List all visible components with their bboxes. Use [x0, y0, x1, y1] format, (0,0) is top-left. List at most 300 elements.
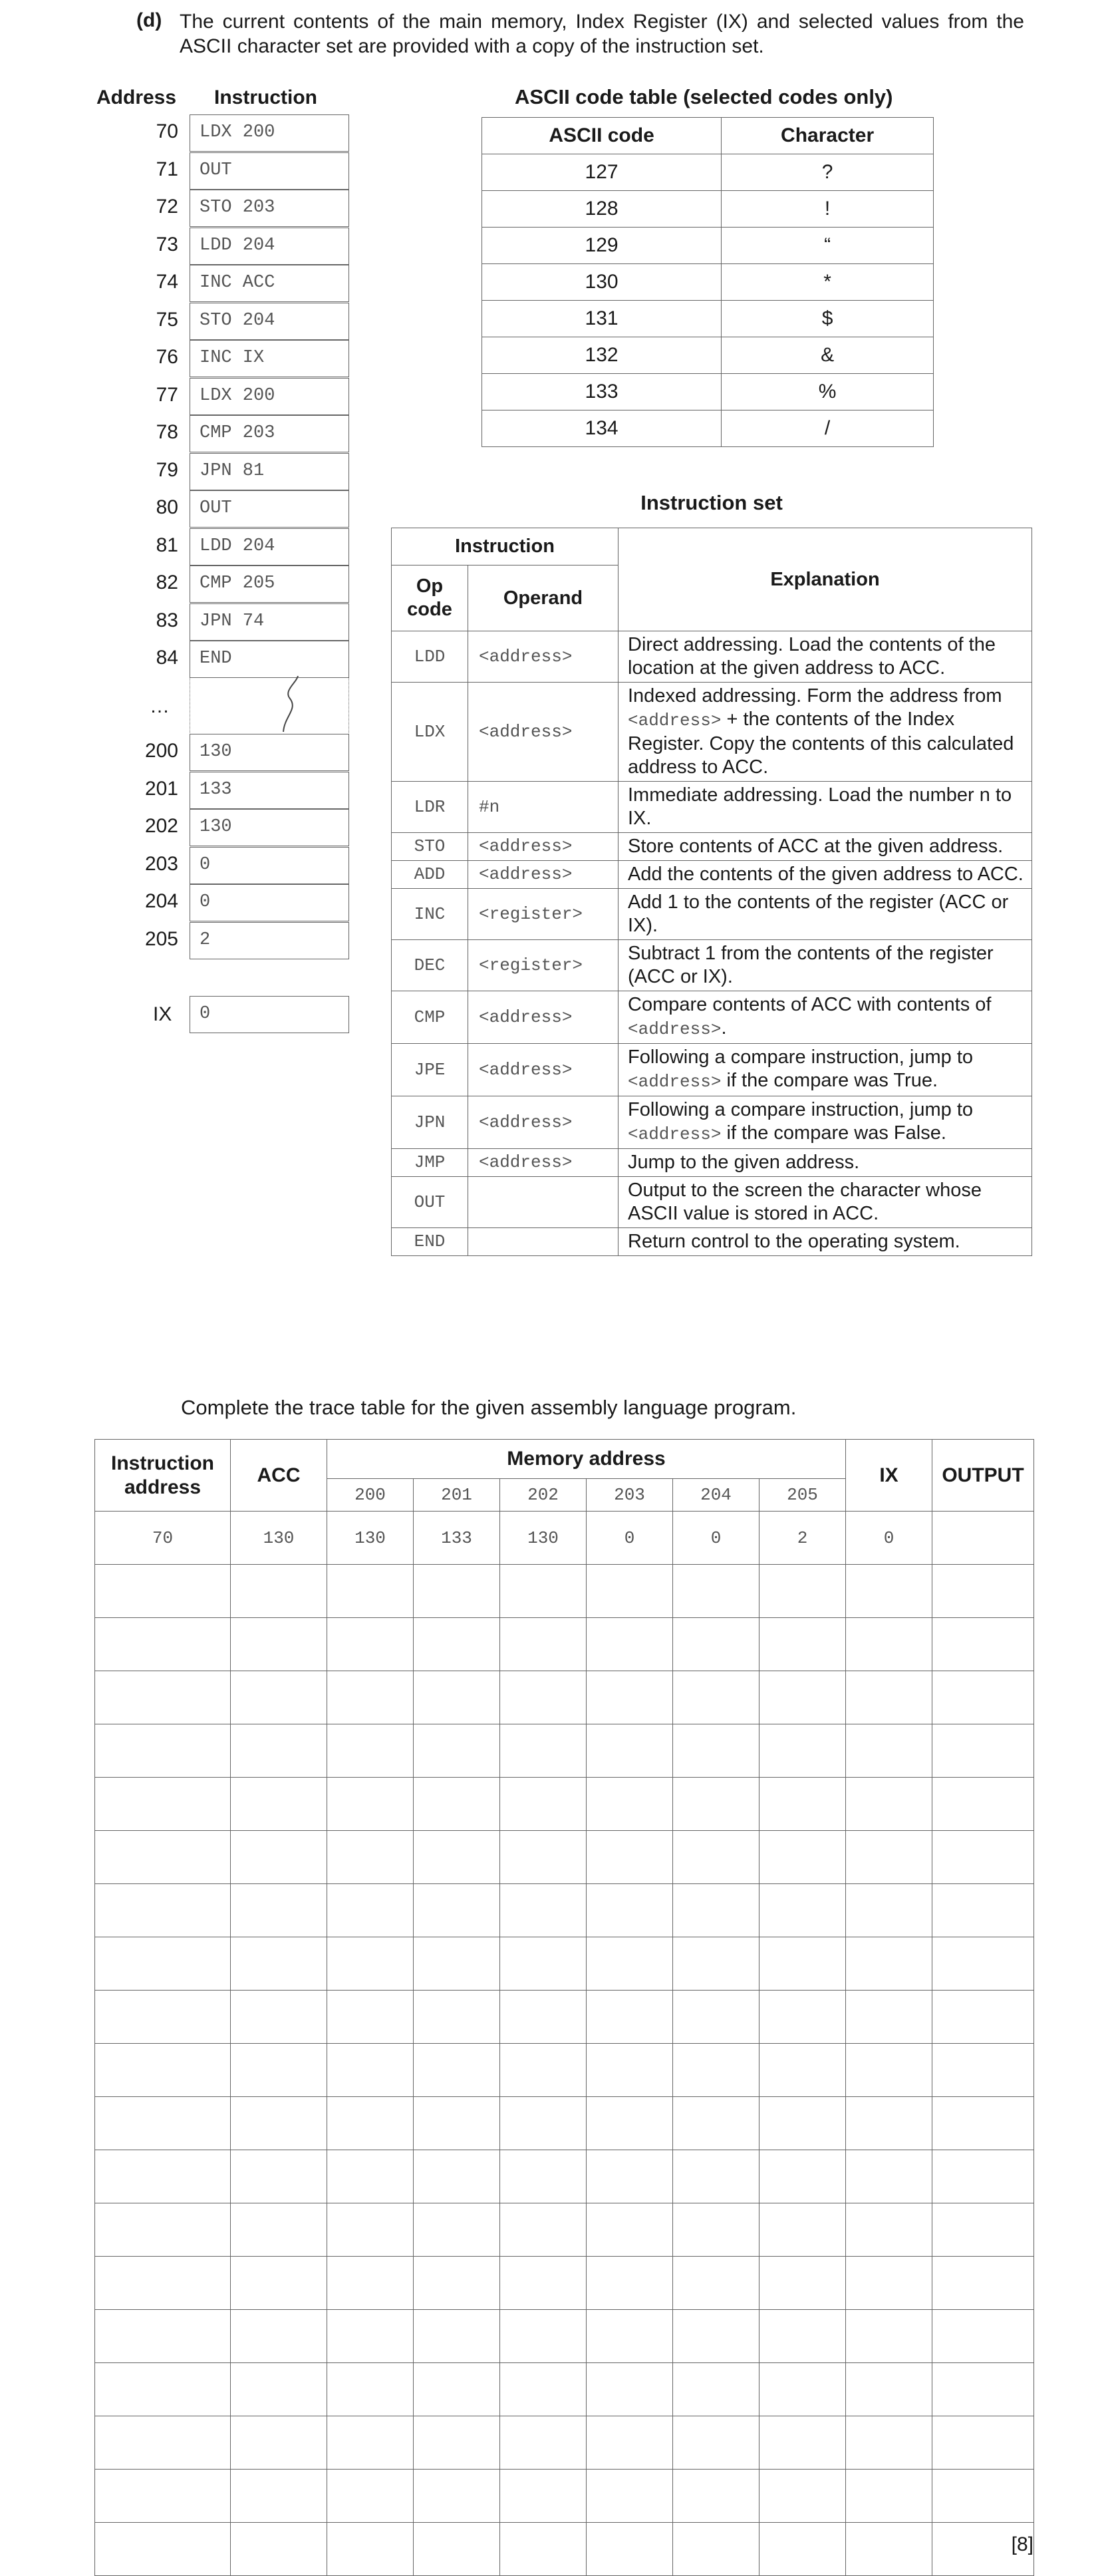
trace-cell[interactable]: [587, 2203, 673, 2257]
trace-cell[interactable]: 0: [846, 1512, 932, 1565]
trace-cell[interactable]: [95, 2363, 231, 2416]
memory-cell: STO 204: [190, 303, 349, 340]
question-text: The current contents of the main memory, Index Register (IX) and selected values from the ASCII character set are provided with a copy of the instruction set.: [180, 11, 1024, 57]
trace-cell[interactable]: [500, 2363, 587, 2416]
trace-cell[interactable]: [414, 2097, 500, 2150]
trace-cell[interactable]: [414, 2203, 500, 2257]
trace-cell[interactable]: [759, 1778, 846, 1831]
memory-address: 71: [156, 158, 178, 180]
trace-cell[interactable]: [500, 1937, 587, 1991]
trace-cell[interactable]: [587, 1724, 673, 1778]
trace-cell[interactable]: 0: [673, 1512, 759, 1565]
trace-cell[interactable]: [327, 2310, 414, 2363]
trace-cell[interactable]: [414, 2363, 500, 2416]
trace-cell[interactable]: [673, 2310, 759, 2363]
trace-cell[interactable]: [327, 1618, 414, 1671]
memory-address: 200: [144, 740, 178, 762]
ascii-char: !: [722, 191, 934, 228]
trace-cell[interactable]: [846, 1778, 932, 1831]
trace-cell[interactable]: [500, 2310, 587, 2363]
trace-cell[interactable]: [759, 1565, 846, 1618]
trace-cell[interactable]: [673, 2363, 759, 2416]
explanation-text: .: [721, 1017, 727, 1039]
trace-cell[interactable]: [587, 1831, 673, 1884]
trace-cell[interactable]: 133: [414, 1512, 500, 1565]
trace-cell[interactable]: [95, 2310, 231, 2363]
trace-cell[interactable]: [500, 1884, 587, 1937]
trace-cell[interactable]: [932, 2416, 1034, 2470]
trace-header-acc: ACC: [231, 1440, 327, 1512]
trace-cell[interactable]: [231, 2097, 327, 2150]
operand: <address>: [468, 631, 619, 683]
operand: [468, 1177, 619, 1228]
ascii-table: [481, 117, 934, 447]
trace-cell[interactable]: [327, 2203, 414, 2257]
trace-cell[interactable]: [673, 1565, 759, 1618]
memory-instruction-header: Instruction: [214, 86, 317, 108]
memory-address: 203: [144, 852, 178, 875]
trace-cell[interactable]: [327, 1724, 414, 1778]
trace-cell[interactable]: [95, 1671, 231, 1724]
trace-cell[interactable]: [95, 2044, 231, 2097]
trace-cell[interactable]: [414, 1565, 500, 1618]
trace-cell[interactable]: [231, 2044, 327, 2097]
opcode: LDD: [392, 631, 468, 683]
explanation: Store contents of ACC at the given address.: [619, 833, 1032, 861]
trace-cell[interactable]: [673, 1671, 759, 1724]
trace-cell[interactable]: [759, 1937, 846, 1991]
trace-cell[interactable]: [95, 1831, 231, 1884]
trace-cell[interactable]: [932, 1618, 1034, 1671]
trace-cell[interactable]: [932, 2044, 1034, 2097]
trace-cell[interactable]: [231, 1671, 327, 1724]
trace-cell[interactable]: [95, 2470, 231, 2523]
trace-cell[interactable]: [414, 2044, 500, 2097]
trace-cell[interactable]: [846, 1831, 932, 1884]
trace-cell[interactable]: [932, 1565, 1034, 1618]
trace-cell[interactable]: [673, 2203, 759, 2257]
trace-cell[interactable]: [673, 1884, 759, 1937]
trace-cell[interactable]: [673, 2416, 759, 2470]
memory-address: 79: [156, 458, 178, 481]
explanation-code: <address>: [628, 1072, 722, 1092]
trace-cell[interactable]: [932, 1724, 1034, 1778]
trace-cell[interactable]: [673, 2470, 759, 2523]
instruction-row: [392, 940, 1032, 991]
memory-address: 83: [156, 609, 178, 631]
trace-cell[interactable]: [846, 2310, 932, 2363]
trace-cell[interactable]: [846, 1884, 932, 1937]
trace-cell[interactable]: [231, 1991, 327, 2044]
trace-cell[interactable]: [327, 1991, 414, 2044]
trace-cell[interactable]: [846, 1618, 932, 1671]
trace-cell[interactable]: [414, 1884, 500, 1937]
operand: <address>: [468, 1096, 619, 1149]
trace-cell[interactable]: [95, 1884, 231, 1937]
trace-cell[interactable]: [587, 1991, 673, 2044]
trace-cell[interactable]: [587, 1884, 673, 1937]
trace-cell[interactable]: [759, 2470, 846, 2523]
opcode: INC: [392, 889, 468, 940]
trace-row: [95, 1671, 1034, 1724]
trace-cell[interactable]: [414, 1778, 500, 1831]
trace-cell[interactable]: [759, 2363, 846, 2416]
trace-cell[interactable]: [759, 2097, 846, 2150]
memory-address: 77: [156, 383, 178, 406]
explanation-code: <address>: [628, 711, 722, 730]
trace-cell[interactable]: [414, 2416, 500, 2470]
opcode: END: [392, 1228, 468, 1256]
trace-memory-column: 201: [414, 1479, 500, 1512]
trace-cell[interactable]: [500, 1618, 587, 1671]
memory-cell: JPN 74: [190, 603, 349, 641]
trace-cell[interactable]: [587, 2044, 673, 2097]
memory-gap: [190, 676, 349, 733]
trace-cell[interactable]: [95, 2416, 231, 2470]
trace-cell[interactable]: [414, 1937, 500, 1991]
memory-address: 75: [156, 308, 178, 331]
trace-cell[interactable]: [846, 1724, 932, 1778]
explanation-code: <address>: [628, 1124, 722, 1144]
trace-cell[interactable]: [587, 2150, 673, 2203]
trace-cell[interactable]: [846, 2470, 932, 2523]
trace-cell[interactable]: [846, 2416, 932, 2470]
memory-address: 80: [156, 496, 178, 518]
trace-cell[interactable]: [231, 2416, 327, 2470]
opcode: LDX: [392, 683, 468, 782]
trace-cell[interactable]: [327, 2044, 414, 2097]
trace-cell[interactable]: [932, 2097, 1034, 2150]
trace-cell[interactable]: [759, 2044, 846, 2097]
trace-cell[interactable]: [231, 2363, 327, 2416]
ascii-code: 127: [482, 154, 722, 191]
trace-cell[interactable]: [327, 1565, 414, 1618]
opcode: DEC: [392, 940, 468, 991]
trace-cell[interactable]: [95, 1778, 231, 1831]
trace-cell[interactable]: [500, 1831, 587, 1884]
trace-cell[interactable]: [759, 1884, 846, 1937]
trace-cell[interactable]: [673, 2257, 759, 2310]
trace-cell[interactable]: [759, 2203, 846, 2257]
trace-cell[interactable]: [414, 1618, 500, 1671]
memory-cell: 130: [190, 809, 349, 846]
trace-cell[interactable]: [327, 1778, 414, 1831]
trace-cell[interactable]: [500, 2203, 587, 2257]
trace-cell[interactable]: [932, 2470, 1034, 2523]
trace-cell[interactable]: [500, 1565, 587, 1618]
trace-cell[interactable]: [231, 2203, 327, 2257]
explanation-text: + the contents of the Index Register. Copy the contents of this calculated address to ACC.: [628, 709, 1014, 778]
ascii-code: 130: [482, 264, 722, 301]
operand: <address>: [468, 991, 619, 1044]
trace-cell[interactable]: [231, 2150, 327, 2203]
trace-cell[interactable]: [587, 1937, 673, 1991]
trace-cell[interactable]: [846, 2150, 932, 2203]
trace-cell[interactable]: [500, 2470, 587, 2523]
ascii-row: [482, 154, 934, 191]
trace-cell[interactable]: [95, 1937, 231, 1991]
trace-cell[interactable]: [759, 2257, 846, 2310]
trace-cell[interactable]: [846, 1991, 932, 2044]
instruction-row: [392, 1044, 1032, 1096]
trace-cell[interactable]: [759, 1724, 846, 1778]
instruction-row: [392, 861, 1032, 889]
trace-cell[interactable]: [587, 2416, 673, 2470]
trace-cell[interactable]: [500, 1991, 587, 2044]
trace-cell[interactable]: [500, 2150, 587, 2203]
memory-cell: OUT: [190, 490, 349, 528]
ascii-char: &: [722, 337, 934, 374]
trace-cell[interactable]: [932, 2310, 1034, 2363]
trace-cell[interactable]: [587, 1565, 673, 1618]
trace-cell[interactable]: [759, 1831, 846, 1884]
instruction-row: [392, 1149, 1032, 1177]
trace-cell[interactable]: [231, 1937, 327, 1991]
memory-address: 205: [144, 927, 178, 950]
instruction-header: Instruction: [392, 528, 619, 565]
trace-cell[interactable]: [673, 2097, 759, 2150]
trace-cell[interactable]: [932, 1671, 1034, 1724]
trace-cell[interactable]: [231, 1831, 327, 1884]
trace-cell[interactable]: [95, 2150, 231, 2203]
trace-cell[interactable]: [231, 1778, 327, 1831]
trace-cell[interactable]: [327, 2363, 414, 2416]
trace-cell[interactable]: [587, 2363, 673, 2416]
trace-cell[interactable]: [846, 1565, 932, 1618]
trace-cell[interactable]: [231, 1724, 327, 1778]
trace-cell[interactable]: [500, 1724, 587, 1778]
operand: <address>: [468, 861, 619, 889]
memory-address: 78: [156, 421, 178, 443]
trace-cell[interactable]: [414, 1991, 500, 2044]
trace-cell[interactable]: [327, 1937, 414, 1991]
explanation: [619, 1096, 1032, 1149]
memory-cell: INC ACC: [190, 265, 349, 302]
trace-cell[interactable]: [673, 1937, 759, 1991]
trace-cell[interactable]: [500, 2416, 587, 2470]
trace-cell[interactable]: [414, 2310, 500, 2363]
operand: <address>: [468, 1044, 619, 1096]
trace-cell[interactable]: [673, 1778, 759, 1831]
trace-cell[interactable]: [327, 2470, 414, 2523]
trace-cell[interactable]: [759, 1991, 846, 2044]
explanation-text: Indexed addressing. Form the address from: [628, 685, 1002, 707]
trace-cell[interactable]: [95, 2097, 231, 2150]
trace-cell[interactable]: [231, 1884, 327, 1937]
trace-cell[interactable]: 130: [500, 1512, 587, 1565]
trace-cell[interactable]: [932, 1512, 1034, 1565]
marks-label: [8]: [1011, 2533, 1033, 2555]
trace-cell[interactable]: [587, 1671, 673, 1724]
trace-cell[interactable]: [932, 1991, 1034, 2044]
trace-cell[interactable]: [587, 2097, 673, 2150]
trace-cell[interactable]: [500, 2257, 587, 2310]
trace-row: [95, 1778, 1034, 1831]
trace-cell[interactable]: [759, 2310, 846, 2363]
explanation: Immediate addressing. Load the number n to IX.: [619, 782, 1032, 833]
trace-cell[interactable]: [95, 2203, 231, 2257]
trace-cell[interactable]: [759, 1618, 846, 1671]
trace-cell[interactable]: 130: [231, 1512, 327, 1565]
trace-cell[interactable]: [327, 1671, 414, 1724]
trace-cell[interactable]: [932, 1937, 1034, 1991]
trace-cell[interactable]: [327, 2097, 414, 2150]
trace-cell[interactable]: [673, 1831, 759, 1884]
memory-cell: CMP 205: [190, 565, 349, 603]
operand-header: Operand: [468, 565, 619, 631]
opcode: ADD: [392, 861, 468, 889]
break-squiggle-icon: [190, 676, 350, 733]
ascii-row: [482, 410, 934, 447]
trace-cell[interactable]: [587, 1778, 673, 1831]
memory-cell: STO 203: [190, 190, 349, 227]
memory-cell: LDD 204: [190, 528, 349, 565]
trace-cell[interactable]: [932, 2363, 1034, 2416]
memory-ellipsis: …: [150, 695, 170, 717]
explanation-text: if the compare was True.: [721, 1070, 938, 1091]
trace-row: [95, 1724, 1034, 1778]
trace-cell[interactable]: [231, 1565, 327, 1618]
memory-address: 82: [156, 571, 178, 593]
explanation-text: Following a compare instruction, jump to: [628, 1099, 974, 1120]
memory-cell: 0: [190, 847, 349, 884]
trace-cell[interactable]: [500, 2097, 587, 2150]
trace-cell[interactable]: [414, 1831, 500, 1884]
trace-cell[interactable]: [846, 1937, 932, 1991]
opcode: JPE: [392, 1044, 468, 1096]
trace-cell[interactable]: [932, 2257, 1034, 2310]
ascii-char: /: [722, 410, 934, 447]
trace-cell[interactable]: [327, 2150, 414, 2203]
trace-cell[interactable]: [327, 1884, 414, 1937]
trace-cell[interactable]: [673, 1991, 759, 2044]
explanation: Direct addressing. Load the contents of the location at the given address to ACC.: [619, 631, 1032, 683]
instruction-set-table: [391, 528, 1032, 1256]
memory-cell: LDX 200: [190, 114, 349, 152]
trace-cell[interactable]: [932, 1884, 1034, 1937]
trace-cell[interactable]: [587, 1618, 673, 1671]
ascii-char: “: [722, 228, 934, 264]
trace-cell[interactable]: [231, 2257, 327, 2310]
explanation: Add the contents of the given address to ACC.: [619, 861, 1032, 889]
trace-cell[interactable]: 130: [327, 1512, 414, 1565]
memory-cell: 130: [190, 734, 349, 771]
trace-cell[interactable]: [500, 2044, 587, 2097]
ascii-code: 134: [482, 410, 722, 447]
ascii-code: 129: [482, 228, 722, 264]
trace-cell[interactable]: [846, 2203, 932, 2257]
trace-cell[interactable]: [759, 1671, 846, 1724]
explanation: Return control to the operating system.: [619, 1228, 1032, 1256]
trace-cell[interactable]: [414, 1724, 500, 1778]
trace-intro: Complete the trace table for the given assembly language program.: [181, 1396, 797, 1419]
instruction-row: [392, 1228, 1032, 1256]
trace-cell[interactable]: [846, 2097, 932, 2150]
trace-cell[interactable]: [846, 2363, 932, 2416]
trace-cell[interactable]: [673, 2150, 759, 2203]
memory-cell: LDX 200: [190, 378, 349, 415]
trace-row: [95, 2044, 1034, 2097]
trace-cell[interactable]: [759, 2416, 846, 2470]
trace-cell[interactable]: [673, 1618, 759, 1671]
operand: <address>: [468, 833, 619, 861]
trace-cell[interactable]: 0: [587, 1512, 673, 1565]
explanation: Output to the screen the character whose ASCII value is stored in ACC.: [619, 1177, 1032, 1228]
trace-cell[interactable]: [414, 2150, 500, 2203]
trace-cell[interactable]: [587, 2310, 673, 2363]
trace-cell[interactable]: [587, 2470, 673, 2523]
trace-cell[interactable]: [759, 2150, 846, 2203]
memory-cell: INC IX: [190, 340, 349, 377]
memory-cell: LDD 204: [190, 228, 349, 265]
trace-cell[interactable]: [327, 2257, 414, 2310]
trace-cell[interactable]: [500, 1671, 587, 1724]
trace-cell[interactable]: [932, 1831, 1034, 1884]
opcode: STO: [392, 833, 468, 861]
trace-row: [95, 1831, 1034, 1884]
ascii-code: 132: [482, 337, 722, 374]
trace-cell[interactable]: [231, 2310, 327, 2363]
trace-cell[interactable]: [500, 1778, 587, 1831]
memory-address: 70: [156, 120, 178, 142]
explanation: Add 1 to the contents of the register (ACC or IX).: [619, 889, 1032, 940]
trace-cell[interactable]: 2: [759, 1512, 846, 1565]
trace-cell[interactable]: [673, 1724, 759, 1778]
trace-cell[interactable]: [327, 2416, 414, 2470]
memory-address-header: Address: [96, 86, 177, 108]
ascii-row: [482, 228, 934, 264]
trace-cell[interactable]: [846, 2044, 932, 2097]
trace-cell[interactable]: [231, 1618, 327, 1671]
explanation: Jump to the given address.: [619, 1149, 1032, 1177]
trace-cell[interactable]: [231, 2470, 327, 2523]
trace-cell[interactable]: [95, 1618, 231, 1671]
explanation-text: if the compare was False.: [721, 1122, 946, 1144]
trace-cell[interactable]: [846, 2257, 932, 2310]
memory-cell: CMP 203: [190, 415, 349, 452]
opcode: OUT: [392, 1177, 468, 1228]
trace-cell[interactable]: 70: [95, 1512, 231, 1565]
trace-cell[interactable]: [932, 2150, 1034, 2203]
ascii-char: %: [722, 374, 934, 410]
trace-cell[interactable]: [414, 2470, 500, 2523]
trace-cell[interactable]: [846, 1671, 932, 1724]
trace-cell[interactable]: [414, 2257, 500, 2310]
trace-row: [95, 2097, 1034, 2150]
opcode: JMP: [392, 1149, 468, 1177]
trace-cell[interactable]: [673, 2044, 759, 2097]
opcode: CMP: [392, 991, 468, 1044]
trace-header-memory-address: Memory address: [327, 1440, 846, 1479]
trace-header-instruction-address: Instruction address: [95, 1440, 231, 1512]
trace-row: [95, 1618, 1034, 1671]
trace-cell[interactable]: [932, 1778, 1034, 1831]
instruction-set-title: Instruction set: [640, 491, 783, 514]
ascii-code: 131: [482, 301, 722, 337]
trace-cell[interactable]: [95, 1565, 231, 1618]
trace-cell[interactable]: [327, 1831, 414, 1884]
trace-memory-column: 200: [327, 1479, 414, 1512]
trace-cell[interactable]: [95, 1991, 231, 2044]
trace-cell[interactable]: [95, 2257, 231, 2310]
trace-cell[interactable]: [95, 1724, 231, 1778]
trace-cell[interactable]: [587, 2257, 673, 2310]
instruction-row: [392, 782, 1032, 833]
trace-row: [95, 2363, 1034, 2416]
instruction-row: [392, 889, 1032, 940]
trace-cell[interactable]: [932, 2203, 1034, 2257]
trace-cell[interactable]: [414, 1671, 500, 1724]
